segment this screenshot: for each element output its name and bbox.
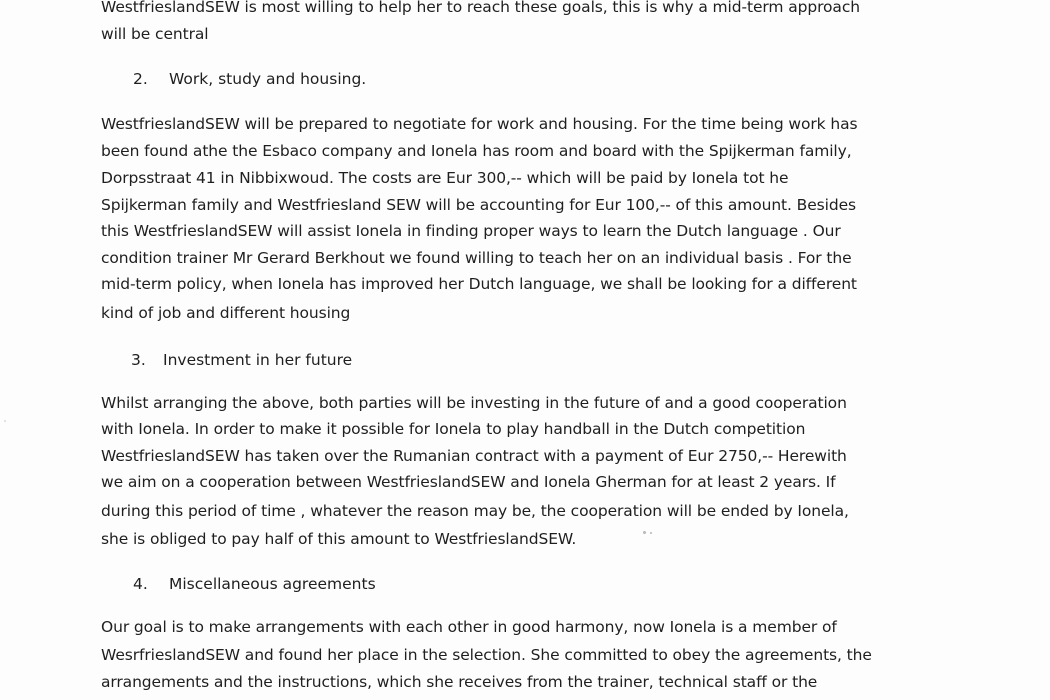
section-2-line-1: WestfrieslandSEW will be prepared to negotiate for work and housing. For the time being work has bbox=[101, 115, 858, 133]
scan-speck bbox=[650, 532, 652, 534]
section-2-line-4: Spijkerman family and Westfriesland SEW will be accounting for Eur 100,-- of this amount. Besides bbox=[101, 196, 856, 214]
section-2-line-7: mid-term policy, when Ionela has improved her Dutch language, we shall be looking for a different bbox=[101, 275, 857, 293]
intro-line-1: WestfrieslandSEW is most willing to help her to reach these goals, this is why a mid-term approach bbox=[101, 0, 860, 16]
scan-speck bbox=[4, 420, 6, 422]
section-2-line-5: this WestfrieslandSEW will assist Ionela in finding proper ways to learn the Dutch language . Our bbox=[101, 222, 841, 240]
section-4-line-2: WesrfrieslandSEW and found her place in the selection. She committed to obey the agreements, the bbox=[101, 646, 872, 664]
section-3-line-3: WestfrieslandSEW has taken over the Rumanian contract with a payment of Eur 2750,-- Herewith bbox=[101, 447, 847, 465]
section-3-line-5: during this period of time , whatever the reason may be, the cooperation will be ended by Ionela, bbox=[101, 502, 849, 520]
section-3-title: Investment in her future bbox=[163, 351, 353, 369]
section-4-heading bbox=[133, 574, 376, 594]
section-2-line-2: been found athe the Esbaco company and Ionela has room and board with the Spijkerman family, bbox=[101, 142, 852, 160]
scan-speck bbox=[643, 531, 646, 534]
section-2-line-3: Dorpsstraat 41 in Nibbixwoud. The costs are Eur 300,-- which will be paid by Ionela tot he bbox=[101, 169, 789, 187]
section-3-line-6: she is obliged to pay half of this amount to WestfrieslandSEW. bbox=[101, 530, 577, 548]
section-4-line-3: arrangements and the instructions, which she receives from the trainer, technical staff or the bbox=[101, 673, 818, 691]
section-3-line-4: we aim on a cooperation between WestfrieslandSEW and Ionela Gherman for at least 2 years. If bbox=[101, 473, 836, 491]
section-3-heading bbox=[131, 350, 352, 370]
section-4-title: Miscellaneous agreements bbox=[169, 575, 376, 593]
section-4-line-1: Our goal is to make arrangements with each other in good harmony, now Ionela is a member of bbox=[101, 618, 837, 636]
section-2-line-6: condition trainer Mr Gerard Berkhout we found willing to teach her on an individual basis . For the bbox=[101, 249, 852, 267]
section-3-line-2: with Ionela. In order to make it possible for Ionela to play handball in the Dutch competition bbox=[101, 420, 806, 438]
intro-line-2: will be central bbox=[101, 25, 209, 43]
section-4-number: 4. bbox=[133, 575, 148, 593]
section-3-line-1: Whilst arranging the above, both parties will be investing in the future of and a good cooperation bbox=[101, 394, 847, 412]
section-2-number: 2. bbox=[133, 70, 148, 88]
section-2-title: Work, study and housing. bbox=[169, 70, 367, 88]
section-2-heading bbox=[133, 69, 366, 89]
section-3-number: 3. bbox=[131, 351, 146, 369]
section-2-line-8: kind of job and different housing bbox=[101, 304, 351, 322]
